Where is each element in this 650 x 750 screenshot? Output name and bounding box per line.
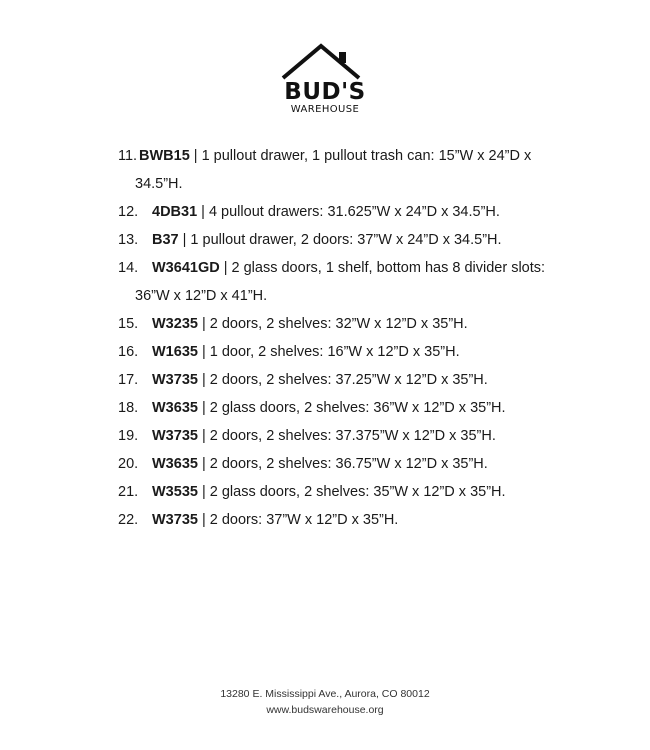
item-description: | 2 glass doors, 1 shelf, bottom has 8 divider slots: 36”W x 12”D x 41”H.	[135, 260, 546, 304]
list-item	[118, 310, 558, 338]
item-number: 21.	[118, 484, 139, 500]
item-number: 11.	[118, 148, 138, 164]
cabinet-list	[118, 142, 558, 534]
item-description: | 1 pullout drawer, 1 pullout trash can: 15”W x 24”D x 34.5”H.	[135, 148, 532, 192]
list-item	[118, 198, 558, 226]
footer-address: 13280 E. Mississippi Ave., Aurora, CO 80012	[220, 688, 430, 700]
item-code: W3735	[152, 512, 198, 528]
item-description: | 1 door, 2 shelves: 16”W x 12”D x 35”H.	[197, 344, 460, 360]
item-number: 16.	[118, 344, 139, 360]
item-number: 13.	[118, 232, 139, 248]
brand-subtitle: WAREHOUSE	[290, 104, 360, 115]
item-code: W3635	[152, 400, 198, 416]
item-code: W3735	[152, 372, 198, 388]
item-description: | 1 pullout drawer, 2 doors: 37”W x 24”D x 34.5”H.	[178, 232, 502, 248]
item-description: | 2 doors, 2 shelves: 32”W x 12”D x 35”H.	[197, 316, 468, 332]
item-code: W3535	[152, 484, 198, 500]
item-description: | 2 doors, 2 shelves: 36.75”W x 12”D x 35”H.	[197, 456, 488, 472]
item-code: B37	[152, 232, 179, 248]
item-number: 14.	[118, 260, 139, 276]
footer-website: www.budswarehouse.org	[266, 704, 384, 716]
item-number: 18.	[118, 400, 139, 416]
brand-name: BUD'S	[284, 79, 366, 105]
list-item	[118, 478, 558, 506]
item-number: 17.	[118, 372, 139, 388]
item-number: 19.	[118, 428, 139, 444]
item-description: | 2 glass doors, 2 shelves: 35”W x 12”D x 35”H.	[197, 484, 506, 500]
list-item	[118, 394, 558, 422]
list-item	[118, 142, 558, 198]
item-code: W3735	[152, 428, 198, 444]
list-item	[118, 450, 558, 478]
item-number: 12.	[118, 204, 139, 220]
list-item	[118, 338, 558, 366]
brand-logo	[0, 40, 650, 116]
item-number: 20.	[118, 456, 139, 472]
list-item	[118, 366, 558, 394]
item-code: W1635	[152, 344, 198, 360]
list-item	[118, 422, 558, 450]
item-code: BWB15	[139, 148, 190, 164]
list-item	[118, 254, 558, 310]
item-code: 4DB31	[152, 204, 198, 220]
item-code: W3635	[152, 456, 198, 472]
item-number: 15.	[118, 316, 139, 332]
item-description: | 4 pullout drawers: 31.625”W x 24”D x 34.5”H.	[197, 204, 500, 220]
list-item	[118, 226, 558, 254]
item-description: | 2 doors: 37”W x 12”D x 35”H.	[197, 512, 399, 528]
item-description: | 2 doors, 2 shelves: 37.375”W x 12”D x 35”H.	[197, 428, 496, 444]
item-code: W3641GD	[152, 260, 220, 276]
footer	[0, 686, 650, 718]
item-number: 22.	[118, 512, 139, 528]
item-code: W3235	[152, 316, 198, 332]
house-roof-icon	[279, 40, 371, 80]
item-description: | 2 doors, 2 shelves: 37.25”W x 12”D x 35”H.	[197, 372, 488, 388]
list-item	[118, 506, 558, 534]
item-description: | 2 glass doors, 2 shelves: 36”W x 12”D x 35”H.	[197, 400, 506, 416]
